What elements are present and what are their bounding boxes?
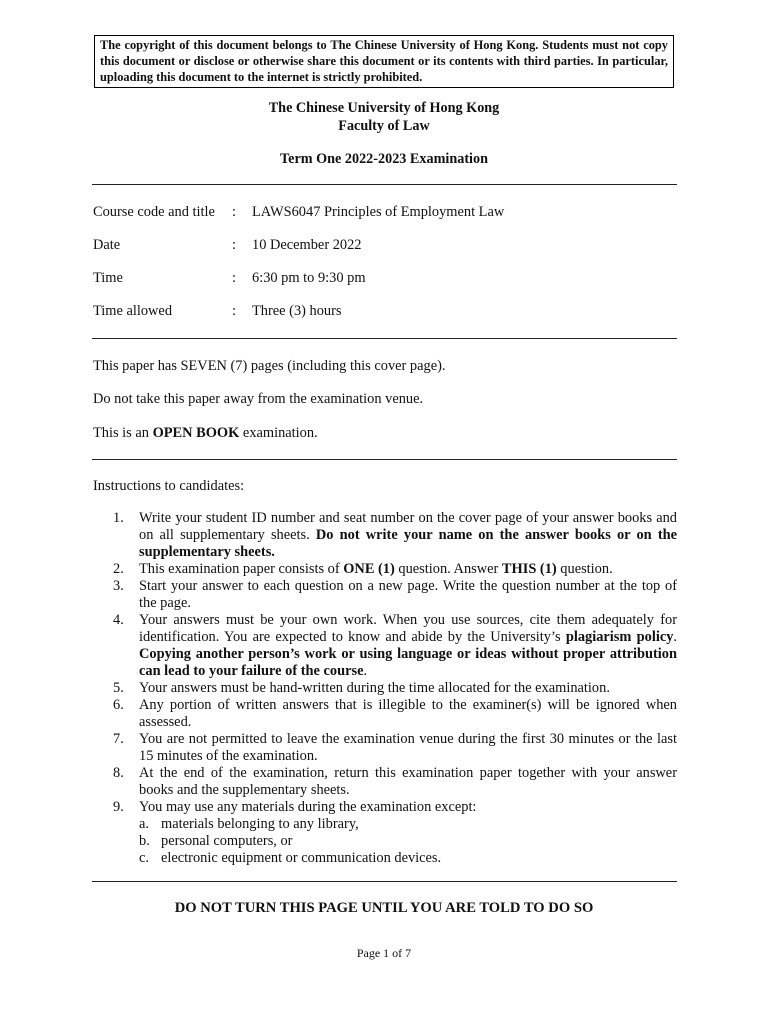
detail-label: Course code and title: [93, 204, 215, 220]
sub-list-item: [93, 816, 677, 833]
instructions-list: [93, 510, 677, 867]
list-item: [93, 561, 677, 578]
item-number: 4.: [113, 612, 124, 628]
item-number: 7.: [113, 731, 124, 747]
item-number: 1.: [113, 510, 124, 526]
detail-label: Date: [93, 237, 121, 253]
list-item: [93, 578, 677, 612]
sub-item-letter: c.: [139, 850, 149, 866]
list-item: [93, 765, 677, 799]
item-number: 5.: [113, 680, 124, 696]
do-not-turn-notice: DO NOT TURN THIS PAGE UNTIL YOU ARE TOLD TO DO SO: [174, 900, 594, 916]
item-bold: THIS (1): [501, 561, 557, 577]
detail-colon: :: [232, 303, 236, 319]
page-number: Page 1 of 7: [356, 946, 412, 960]
item-text: Your answers must be hand-written during the time allocated for the examination.: [139, 680, 610, 696]
item-bold: Copying another person’s work or using language or ideas without proper attribution can lead to your failure of the course: [139, 646, 677, 679]
item-bold: Do not write your name on the answer books or on the supplementary sheets.: [139, 527, 678, 560]
item-number: 6.: [113, 697, 124, 713]
item-text: Your answers must be your own work. When you use sources, cite them adequately for identification. You are expected to know and abide by the University’s: [139, 612, 677, 645]
detail-value: 10 December 2022: [252, 237, 362, 253]
item-text: Start your answer to each question on a new page. Write the question number at the top of the page.: [139, 578, 677, 611]
list-item: [93, 612, 677, 680]
divider: [92, 881, 677, 882]
item-text: Write your student ID number and seat number on the cover page of your answer books and on all supplementary sheets.: [139, 510, 677, 543]
item-text: question.: [556, 561, 613, 577]
take-away-note: Do not take this paper away from the examination venue.: [93, 391, 424, 407]
detail-value: LAWS6047 Principles of Employment Law: [252, 204, 505, 220]
detail-colon: :: [232, 270, 236, 286]
detail-value: 6:30 pm to 9:30 pm: [252, 270, 366, 286]
open-book-pre: This is an: [93, 425, 153, 441]
detail-label: Time allowed: [93, 303, 173, 319]
open-book-post: examination.: [239, 425, 318, 441]
list-item: [93, 680, 677, 697]
divider: [92, 459, 677, 460]
item-text: question. Answer: [394, 561, 502, 577]
sub-item-letter: a.: [139, 816, 149, 832]
sub-item-text: electronic equipment or communication devices.: [161, 850, 442, 866]
list-item: [93, 731, 677, 765]
item-number: 9.: [113, 799, 124, 815]
item-number: 3.: [113, 578, 124, 594]
pages-note: This paper has SEVEN (7) pages (including this cover page).: [93, 358, 446, 374]
item-text: This examination paper consists of: [139, 561, 344, 577]
sub-list-item: [93, 833, 677, 850]
exam-title: Term One 2022-2023 Examination: [280, 151, 488, 167]
copyright-notice: The copyright of this document belongs to The Chinese University of Hong Kong. Students must not copy this document or disclose or otherwise share this document or its contents with third parties. In particular, uploading this document to the internet is strictly prohibited.: [94, 35, 674, 88]
list-item: [93, 510, 677, 561]
detail-colon: :: [232, 204, 236, 220]
instructions-heading: Instructions to candidates:: [93, 478, 245, 494]
sub-item-text: materials belonging to any library,: [161, 816, 359, 832]
faculty-name: Faculty of Law: [338, 118, 430, 134]
list-item: [93, 799, 677, 816]
divider: [92, 338, 677, 339]
list-item: [93, 697, 677, 731]
item-number: 8.: [113, 765, 124, 781]
detail-label: Time: [93, 270, 123, 286]
item-text: .: [673, 629, 678, 645]
university-name: The Chinese University of Hong Kong: [268, 100, 500, 116]
sub-item-text: personal computers, or: [161, 833, 293, 849]
item-number: 2.: [113, 561, 124, 577]
open-book-bold: OPEN BOOK: [152, 425, 240, 441]
detail-colon: :: [232, 237, 236, 253]
detail-value: Three (3) hours: [252, 303, 342, 319]
sub-item-letter: b.: [139, 833, 150, 849]
item-text: You are not permitted to leave the examination venue during the first 30 minutes or the last 15 minutes of the examination.: [139, 731, 677, 764]
open-book-note: [93, 424, 318, 442]
item-text: At the end of the examination, return this examination paper together with your answer books and the supplementary sheets.: [139, 765, 677, 798]
sub-list-item: [93, 850, 677, 867]
item-text: You may use any materials during the examination except:: [139, 799, 477, 815]
item-text: Any portion of written answers that is illegible to the examiner(s) will be ignored when assessed.: [139, 697, 677, 730]
item-bold: plagiarism policy: [565, 629, 674, 645]
item-bold: ONE (1): [343, 561, 395, 577]
item-text: .: [363, 663, 368, 679]
divider: [92, 184, 677, 185]
